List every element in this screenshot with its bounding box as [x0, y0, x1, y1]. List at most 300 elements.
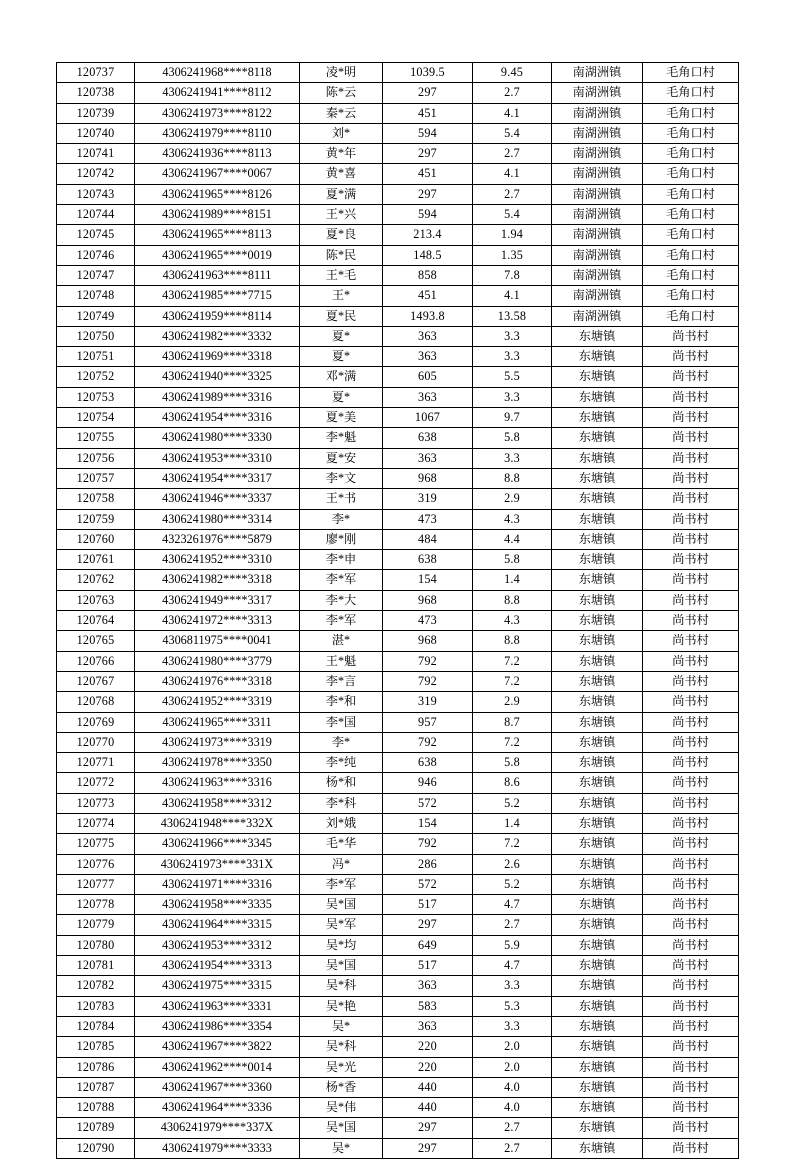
table-cell: 尚书村 [643, 1077, 739, 1097]
table-cell: 120773 [57, 793, 135, 813]
table-cell: 东塘镇 [552, 854, 643, 874]
table-cell: 尚书村 [643, 732, 739, 752]
table-cell: 吴*科 [300, 1037, 383, 1057]
table-cell: 尚书村 [643, 489, 739, 509]
table-row [57, 874, 739, 894]
table-cell: 尚书村 [643, 550, 739, 570]
table-cell: 王*毛 [300, 265, 383, 285]
table-row [57, 631, 739, 651]
table-row [57, 164, 739, 184]
table-cell: 4306241964****3315 [135, 915, 300, 935]
table-cell: 毛角口村 [643, 83, 739, 103]
table-row [57, 347, 739, 367]
table-cell: 473 [383, 509, 473, 529]
table-cell: 4306241985****7715 [135, 286, 300, 306]
table-cell: 尚书村 [643, 935, 739, 955]
table-cell: 南湖洲镇 [552, 265, 643, 285]
table-cell: 5.8 [473, 428, 552, 448]
table-row [57, 1037, 739, 1057]
table-cell: 120740 [57, 123, 135, 143]
table-cell: 4306241965****8126 [135, 184, 300, 204]
table-cell: 吴*国 [300, 956, 383, 976]
table-cell: 3.3 [473, 1016, 552, 1036]
table-cell: 4306241973****3319 [135, 732, 300, 752]
table-row [57, 1077, 739, 1097]
table-cell: 2.7 [473, 184, 552, 204]
table-cell: 尚书村 [643, 773, 739, 793]
table-cell: 4.1 [473, 286, 552, 306]
table-row [57, 468, 739, 488]
table-cell: 2.7 [473, 1118, 552, 1138]
table-cell: 东塘镇 [552, 895, 643, 915]
table-cell: 968 [383, 631, 473, 651]
table-cell: 120786 [57, 1057, 135, 1077]
table-cell: 517 [383, 895, 473, 915]
table-cell: 2.9 [473, 692, 552, 712]
table-cell: 968 [383, 590, 473, 610]
table-cell: 尚书村 [643, 976, 739, 996]
table-cell: 8.8 [473, 590, 552, 610]
table-cell: 东塘镇 [552, 1138, 643, 1158]
table-cell: 120755 [57, 428, 135, 448]
table-cell: 120747 [57, 265, 135, 285]
table-cell: 尚书村 [643, 692, 739, 712]
table-cell: 尚书村 [643, 570, 739, 590]
table-cell: 3.3 [473, 387, 552, 407]
table-cell: 451 [383, 164, 473, 184]
table-cell: 毛角口村 [643, 286, 739, 306]
table-cell: 廖*刚 [300, 529, 383, 549]
table-row [57, 570, 739, 590]
table-cell: 946 [383, 773, 473, 793]
table-cell: 东塘镇 [552, 651, 643, 671]
table-cell: 120750 [57, 326, 135, 346]
table-cell: 4306241936****8113 [135, 144, 300, 164]
table-cell: 7.8 [473, 265, 552, 285]
table-cell: 5.2 [473, 874, 552, 894]
table-cell: 4306241953****3312 [135, 935, 300, 955]
table-cell: 南湖洲镇 [552, 245, 643, 265]
table-cell: 297 [383, 915, 473, 935]
table-cell: 3.3 [473, 326, 552, 346]
table-cell: 尚书村 [643, 854, 739, 874]
table-cell: 4306241982****3332 [135, 326, 300, 346]
table-cell: 吴*军 [300, 915, 383, 935]
table-cell: 4323261976****5879 [135, 529, 300, 549]
table-cell: 120756 [57, 448, 135, 468]
table-row [57, 1138, 739, 1158]
table-cell: 东塘镇 [552, 570, 643, 590]
table-cell: 120771 [57, 753, 135, 773]
table-cell: 638 [383, 550, 473, 570]
table-cell: 363 [383, 387, 473, 407]
table-cell: 尚书村 [643, 468, 739, 488]
table-cell: 吴*均 [300, 935, 383, 955]
table-row [57, 895, 739, 915]
table-cell: 4306241965****3311 [135, 712, 300, 732]
table-cell: 4306241967****3360 [135, 1077, 300, 1097]
table-cell: 2.7 [473, 83, 552, 103]
table-cell: 东塘镇 [552, 1098, 643, 1118]
table-cell: 120742 [57, 164, 135, 184]
table-cell: 583 [383, 996, 473, 1016]
table-row [57, 956, 739, 976]
table-cell: 792 [383, 671, 473, 691]
table-cell: 5.9 [473, 935, 552, 955]
table-cell: 8.8 [473, 631, 552, 651]
table-row [57, 63, 739, 83]
table-cell: 李* [300, 509, 383, 529]
table-cell: 东塘镇 [552, 1016, 643, 1036]
table-cell: 夏*良 [300, 225, 383, 245]
table-cell: 东塘镇 [552, 529, 643, 549]
table-cell: 东塘镇 [552, 631, 643, 651]
table-cell: 李*文 [300, 468, 383, 488]
table-cell: 东塘镇 [552, 489, 643, 509]
table-cell: 319 [383, 489, 473, 509]
table-cell: 120744 [57, 205, 135, 225]
table-cell: 8.6 [473, 773, 552, 793]
table-row [57, 1016, 739, 1036]
table-cell: 夏*安 [300, 448, 383, 468]
table-cell: 东塘镇 [552, 773, 643, 793]
table-cell: 7.2 [473, 732, 552, 752]
table-cell: 649 [383, 935, 473, 955]
table-cell: 4.1 [473, 164, 552, 184]
table-cell: 4306241978****3350 [135, 753, 300, 773]
table-cell: 毛角口村 [643, 63, 739, 83]
table-cell: 4306241969****3318 [135, 347, 300, 367]
table-row [57, 448, 739, 468]
table-cell: 1.94 [473, 225, 552, 245]
table-cell: 363 [383, 326, 473, 346]
table-cell: 东塘镇 [552, 692, 643, 712]
table-cell: 120758 [57, 489, 135, 509]
table-cell: 夏* [300, 347, 383, 367]
table-cell: 4306241954****3313 [135, 956, 300, 976]
table-cell: 5.8 [473, 753, 552, 773]
table-cell: 120776 [57, 854, 135, 874]
table-cell: 东塘镇 [552, 753, 643, 773]
table-row [57, 326, 739, 346]
table-cell: 9.7 [473, 408, 552, 428]
table-cell: 297 [383, 1118, 473, 1138]
table-cell: 南湖洲镇 [552, 184, 643, 204]
table-cell: 东塘镇 [552, 468, 643, 488]
table-cell: 秦*云 [300, 103, 383, 123]
table-cell: 792 [383, 732, 473, 752]
table-cell: 1493.8 [383, 306, 473, 326]
table-cell: 东塘镇 [552, 671, 643, 691]
table-cell: 120775 [57, 834, 135, 854]
table-cell: 4306241941****8112 [135, 83, 300, 103]
table-row [57, 529, 739, 549]
table-cell: 451 [383, 286, 473, 306]
table-row [57, 915, 739, 935]
table-cell: 4.7 [473, 956, 552, 976]
table-cell: 李*纯 [300, 753, 383, 773]
table-cell: 120783 [57, 996, 135, 1016]
table-cell: 120753 [57, 387, 135, 407]
table-cell: 毛角口村 [643, 225, 739, 245]
table-cell: 120743 [57, 184, 135, 204]
table-row [57, 1057, 739, 1077]
table-cell: 363 [383, 1016, 473, 1036]
table-cell: 东塘镇 [552, 1118, 643, 1138]
table-cell: 李*申 [300, 550, 383, 570]
table-cell: 毛角口村 [643, 144, 739, 164]
table-cell: 4306811975****0041 [135, 631, 300, 651]
table-cell: 3.3 [473, 347, 552, 367]
table-cell: 297 [383, 144, 473, 164]
table-cell: 尚书村 [643, 1037, 739, 1057]
table-cell: 120768 [57, 692, 135, 712]
table-cell: 尚书村 [643, 590, 739, 610]
beneficiary-table [56, 62, 739, 1159]
table-cell: 刘*娥 [300, 813, 383, 833]
table-row [57, 225, 739, 245]
table-cell: 120782 [57, 976, 135, 996]
table-cell: 东塘镇 [552, 1037, 643, 1057]
table-cell: 4306241980****3779 [135, 651, 300, 671]
table-row [57, 611, 739, 631]
table-cell: 东塘镇 [552, 793, 643, 813]
table-cell: 4306241980****3330 [135, 428, 300, 448]
table-cell: 120748 [57, 286, 135, 306]
table-cell: 黄*喜 [300, 164, 383, 184]
table-row [57, 813, 739, 833]
table-cell: 4306241966****3345 [135, 834, 300, 854]
table-cell: 4.4 [473, 529, 552, 549]
table-row [57, 590, 739, 610]
table-row [57, 976, 739, 996]
table-cell: 363 [383, 347, 473, 367]
table-cell: 5.4 [473, 123, 552, 143]
table-cell: 毛角口村 [643, 205, 739, 225]
table-cell: 4306241980****3314 [135, 509, 300, 529]
table-cell: 吴* [300, 1138, 383, 1158]
table-cell: 440 [383, 1098, 473, 1118]
table-cell: 9.45 [473, 63, 552, 83]
table-cell: 南湖洲镇 [552, 63, 643, 83]
table-row [57, 387, 739, 407]
table-cell: 120779 [57, 915, 135, 935]
table-cell: 4.7 [473, 895, 552, 915]
table-cell: 李*科 [300, 793, 383, 813]
table-cell: 5.2 [473, 793, 552, 813]
table-cell: 毛角口村 [643, 184, 739, 204]
table-row [57, 205, 739, 225]
table-cell: 594 [383, 205, 473, 225]
table-cell: 4306241965****0019 [135, 245, 300, 265]
table-cell: 4306241962****0014 [135, 1057, 300, 1077]
table-cell: 4306241982****3318 [135, 570, 300, 590]
table-row [57, 732, 739, 752]
table-cell: 南湖洲镇 [552, 164, 643, 184]
table-cell: 尚书村 [643, 753, 739, 773]
table-cell: 363 [383, 976, 473, 996]
table-row [57, 1118, 739, 1138]
table-row [57, 83, 739, 103]
table-row [57, 428, 739, 448]
table-row [57, 935, 739, 955]
table-cell: 220 [383, 1057, 473, 1077]
table-cell: 4306241952****3310 [135, 550, 300, 570]
table-cell: 东塘镇 [552, 874, 643, 894]
table-cell: 5.5 [473, 367, 552, 387]
table-cell: 4306241989****3316 [135, 387, 300, 407]
table-cell: 东塘镇 [552, 935, 643, 955]
table-cell: 东塘镇 [552, 326, 643, 346]
table-cell: 858 [383, 265, 473, 285]
table-cell: 154 [383, 570, 473, 590]
table-cell: 4306241954****3316 [135, 408, 300, 428]
table-cell: 2.7 [473, 915, 552, 935]
table-cell: 120757 [57, 468, 135, 488]
table-cell: 120745 [57, 225, 135, 245]
table-cell: 484 [383, 529, 473, 549]
table-cell: 南湖洲镇 [552, 286, 643, 306]
table-row [57, 1098, 739, 1118]
table-cell: 李*军 [300, 611, 383, 631]
table-cell: 4306241975****3315 [135, 976, 300, 996]
table-cell: 4306241972****3313 [135, 611, 300, 631]
table-cell: 4306241973****8122 [135, 103, 300, 123]
table-cell: 363 [383, 448, 473, 468]
table-cell: 1.4 [473, 813, 552, 833]
table-cell: 南湖洲镇 [552, 103, 643, 123]
table-cell: 120777 [57, 874, 135, 894]
table-cell: 440 [383, 1077, 473, 1097]
table-cell: 792 [383, 834, 473, 854]
table-cell: 东塘镇 [552, 347, 643, 367]
table-cell: 3.3 [473, 976, 552, 996]
table-cell: 夏* [300, 326, 383, 346]
table-cell: 4306241952****3319 [135, 692, 300, 712]
table-cell: 120762 [57, 570, 135, 590]
table-row [57, 793, 739, 813]
table-cell: 尚书村 [643, 1057, 739, 1077]
table-cell: 东塘镇 [552, 448, 643, 468]
table-row [57, 651, 739, 671]
table-cell: 5.8 [473, 550, 552, 570]
table-cell: 4306241963****8111 [135, 265, 300, 285]
table-row [57, 671, 739, 691]
table-cell: 毛角口村 [643, 245, 739, 265]
table-cell: 148.5 [383, 245, 473, 265]
table-cell: 120761 [57, 550, 135, 570]
table-cell: 120781 [57, 956, 135, 976]
table-row [57, 996, 739, 1016]
table-cell: 4306241954****3317 [135, 468, 300, 488]
table-cell: 4.3 [473, 509, 552, 529]
table-cell: 4306241965****8113 [135, 225, 300, 245]
table-cell: 2.9 [473, 489, 552, 509]
table-cell: 2.0 [473, 1037, 552, 1057]
table-cell: 4306241979****3333 [135, 1138, 300, 1158]
table-row [57, 103, 739, 123]
table-row [57, 753, 739, 773]
table-cell: 尚书村 [643, 509, 739, 529]
table-cell: 4306241973****331X [135, 854, 300, 874]
table-cell: 凌*明 [300, 63, 383, 83]
table-cell: 尚书村 [643, 1118, 739, 1138]
table-cell: 王*魁 [300, 651, 383, 671]
table-cell: 东塘镇 [552, 428, 643, 448]
table-cell: 4306241967****3822 [135, 1037, 300, 1057]
table-cell: 杨*和 [300, 773, 383, 793]
table-cell: 517 [383, 956, 473, 976]
table-cell: 东塘镇 [552, 976, 643, 996]
table-cell: 尚书村 [643, 367, 739, 387]
table-cell: 尚书村 [643, 793, 739, 813]
table-cell: 1039.5 [383, 63, 473, 83]
table-cell: 冯* [300, 854, 383, 874]
table-cell: 2.0 [473, 1057, 552, 1077]
table-cell: 8.8 [473, 468, 552, 488]
table-cell: 东塘镇 [552, 408, 643, 428]
table-cell: 4306241948****332X [135, 813, 300, 833]
table-cell: 8.7 [473, 712, 552, 732]
table-cell: 4306241946****3337 [135, 489, 300, 509]
table-cell: 2.7 [473, 1138, 552, 1158]
table-cell: 杨*香 [300, 1077, 383, 1097]
table-cell: 120770 [57, 732, 135, 752]
table-row [57, 144, 739, 164]
table-cell: 594 [383, 123, 473, 143]
table-cell: 120785 [57, 1037, 135, 1057]
table-row [57, 854, 739, 874]
table-cell: 297 [383, 83, 473, 103]
table-cell: 夏*民 [300, 306, 383, 326]
table-cell: 尚书村 [643, 813, 739, 833]
table-cell: 5.4 [473, 205, 552, 225]
table-cell: 120765 [57, 631, 135, 651]
table-cell: 李*和 [300, 692, 383, 712]
table-cell: 李*言 [300, 671, 383, 691]
table-cell: 4306241964****3336 [135, 1098, 300, 1118]
table-row [57, 367, 739, 387]
table-cell: 南湖洲镇 [552, 83, 643, 103]
table-cell: 120788 [57, 1098, 135, 1118]
table-cell: 120787 [57, 1077, 135, 1097]
table-cell: 120769 [57, 712, 135, 732]
table-cell: 李*魁 [300, 428, 383, 448]
table-cell: 4306241963****3316 [135, 773, 300, 793]
table-cell: 120749 [57, 306, 135, 326]
table-row [57, 692, 739, 712]
table-cell: 南湖洲镇 [552, 225, 643, 245]
table-cell: 李*军 [300, 570, 383, 590]
table-cell: 南湖洲镇 [552, 306, 643, 326]
table-cell: 东塘镇 [552, 550, 643, 570]
table-cell: 4306241959****8114 [135, 306, 300, 326]
table-cell: 120759 [57, 509, 135, 529]
table-cell: 东塘镇 [552, 590, 643, 610]
table-cell: 毛角口村 [643, 123, 739, 143]
table-cell: 毛角口村 [643, 265, 739, 285]
table-cell: 120738 [57, 83, 135, 103]
table-cell: 尚书村 [643, 651, 739, 671]
table-cell: 吴*伟 [300, 1098, 383, 1118]
table-cell: 东塘镇 [552, 387, 643, 407]
table-row [57, 712, 739, 732]
table-cell: 120780 [57, 935, 135, 955]
table-cell: 4.0 [473, 1098, 552, 1118]
table-cell: 120766 [57, 651, 135, 671]
table-cell: 120789 [57, 1118, 135, 1138]
table-cell: 1.35 [473, 245, 552, 265]
